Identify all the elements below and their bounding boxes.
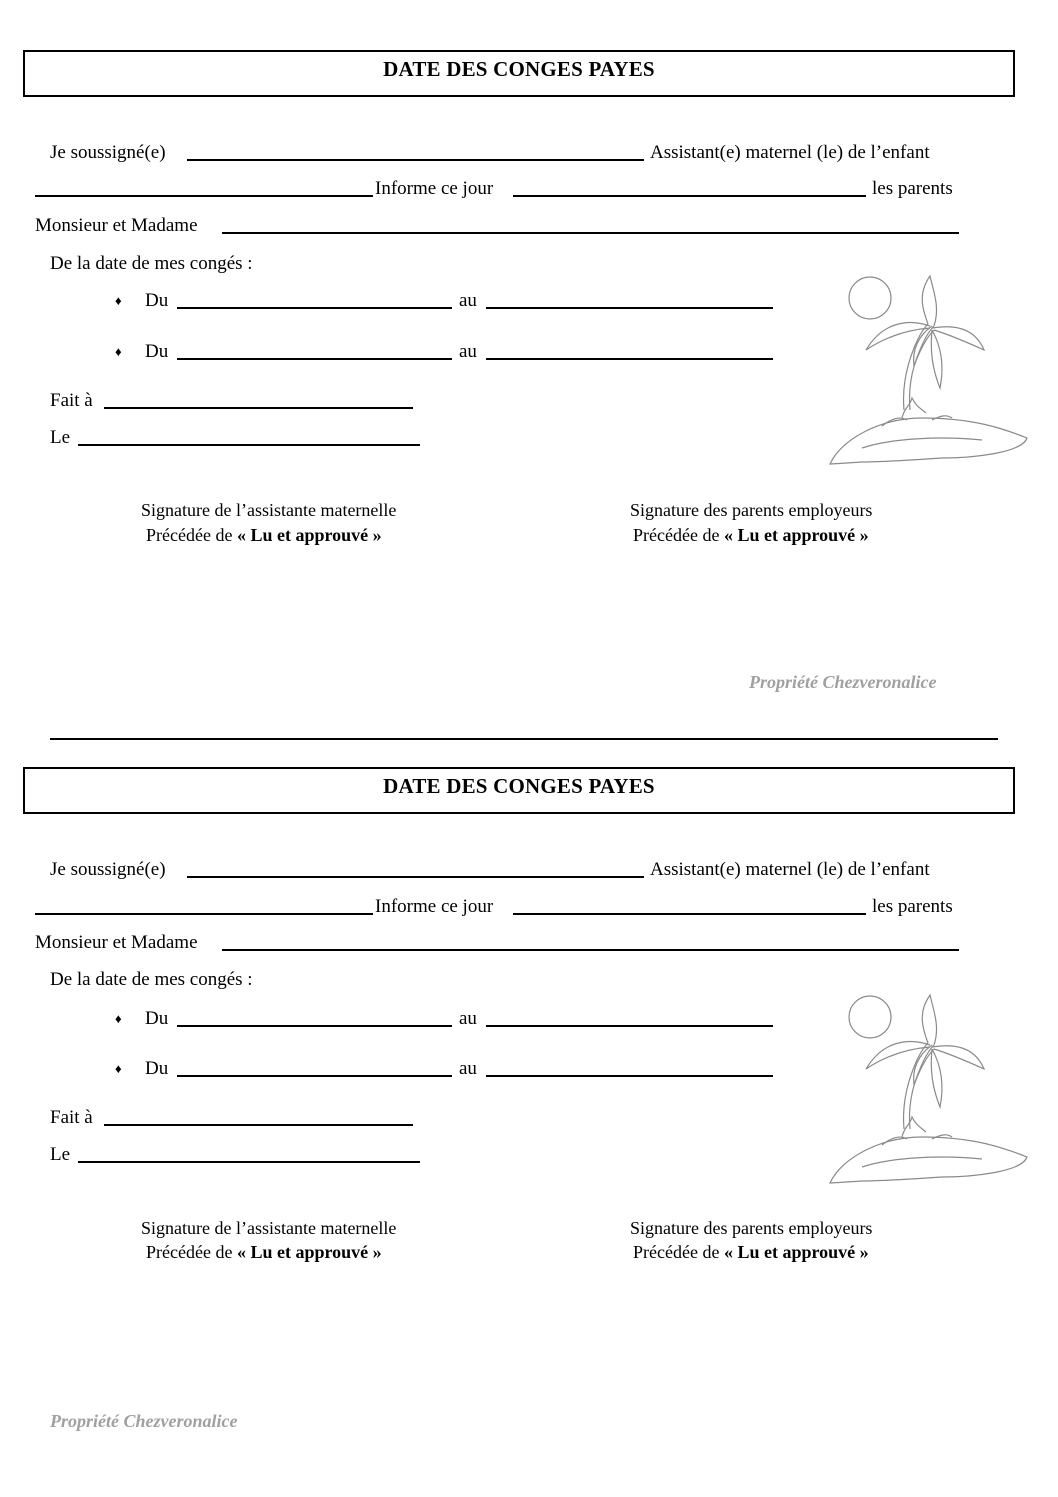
fait-a-label: Fait à [50, 1107, 93, 1128]
date-conges-label: De la date de mes congés : [50, 969, 253, 990]
assistant-label: Assistant(e) maternel (le) de l’enfant [650, 859, 930, 880]
sig-quote: « Lu et approuvé » [236, 525, 382, 545]
bullet-icon: ♦ [115, 1011, 122, 1026]
palm-island-icon [822, 987, 1032, 1187]
le-label: Le [50, 1144, 71, 1165]
du-field-line[interactable] [177, 1075, 452, 1077]
bullet-icon: ♦ [115, 1061, 122, 1076]
du-label: Du [145, 1008, 169, 1029]
sig-left-line2 [146, 1240, 382, 1265]
du-label: Du [145, 1058, 169, 1079]
form-title: DATE DES CONGES PAYES [383, 57, 655, 81]
watermark: Propriété Chezveronalice [749, 672, 937, 692]
child-name-field-line[interactable] [35, 195, 373, 197]
sig-right-line2 [633, 523, 869, 548]
au-label: au [459, 1058, 477, 1079]
sig-right-line2 [633, 1240, 869, 1265]
name-field-line[interactable] [187, 876, 644, 878]
bullet-icon: ♦ [115, 344, 122, 359]
date-conges-label: De la date de mes congés : [50, 253, 253, 274]
sig-right-line1: Signature des parents employeurs [630, 1218, 873, 1238]
monsieur-madame-label: Monsieur et Madame [35, 215, 198, 236]
fait-a-field-line[interactable] [104, 407, 413, 409]
au-label: au [459, 1008, 477, 1029]
le-label: Le [50, 427, 71, 448]
assistant-label: Assistant(e) maternel (le) de l’enfant [650, 142, 930, 163]
au-label: au [459, 290, 477, 311]
le-field-line[interactable] [78, 1161, 420, 1163]
form-section-2 [0, 717, 1058, 1431]
parents-label: les parents [872, 896, 953, 917]
watermark: Propriété Chezveronalice [50, 1411, 238, 1431]
form-title: DATE DES CONGES PAYES [383, 774, 655, 798]
sig-prefix: Précédée de [146, 525, 233, 545]
du-field-line[interactable] [177, 358, 452, 360]
soussigne-label: Je soussigné(e) [50, 142, 166, 163]
title-box [23, 50, 1015, 97]
parents-label: les parents [872, 178, 953, 199]
au-label: au [459, 341, 477, 362]
du-field-line[interactable] [177, 1025, 452, 1027]
du-field-line[interactable] [177, 307, 452, 309]
monsieur-madame-label: Monsieur et Madame [35, 932, 198, 953]
informe-label: Informe ce jour [375, 896, 494, 917]
sig-left-line2 [146, 523, 382, 548]
sig-prefix: Précédée de [633, 1242, 720, 1262]
sig-quote: « Lu et approuvé » [236, 1242, 382, 1262]
au-field-line[interactable] [486, 1025, 773, 1027]
au-field-line[interactable] [486, 307, 773, 309]
fait-a-label: Fait à [50, 390, 93, 411]
bullet-icon: ♦ [115, 293, 122, 308]
sig-right-line1: Signature des parents employeurs [630, 500, 873, 520]
au-field-line[interactable] [486, 1075, 773, 1077]
date-jour-field-line[interactable] [513, 913, 866, 915]
soussigne-label: Je soussigné(e) [50, 859, 166, 880]
le-field-line[interactable] [78, 444, 420, 446]
fait-a-field-line[interactable] [104, 1124, 413, 1126]
palm-island-icon [822, 268, 1032, 468]
du-label: Du [145, 290, 169, 311]
title-box [23, 767, 1015, 814]
sig-quote: « Lu et approuvé » [723, 525, 869, 545]
form-section-1 [0, 0, 1058, 700]
child-name-field-line[interactable] [35, 913, 373, 915]
sig-left-line1: Signature de l’assistante maternelle [141, 500, 397, 520]
parents-name-field-line[interactable] [222, 232, 959, 234]
informe-label: Informe ce jour [375, 178, 494, 199]
au-field-line[interactable] [486, 358, 773, 360]
name-field-line[interactable] [187, 159, 644, 161]
sig-prefix: Précédée de [633, 525, 720, 545]
sig-quote: « Lu et approuvé » [723, 1242, 869, 1262]
du-label: Du [145, 341, 169, 362]
parents-name-field-line[interactable] [222, 949, 959, 951]
sig-left-line1: Signature de l’assistante maternelle [141, 1218, 397, 1238]
sig-prefix: Précédée de [146, 1242, 233, 1262]
date-jour-field-line[interactable] [513, 195, 866, 197]
